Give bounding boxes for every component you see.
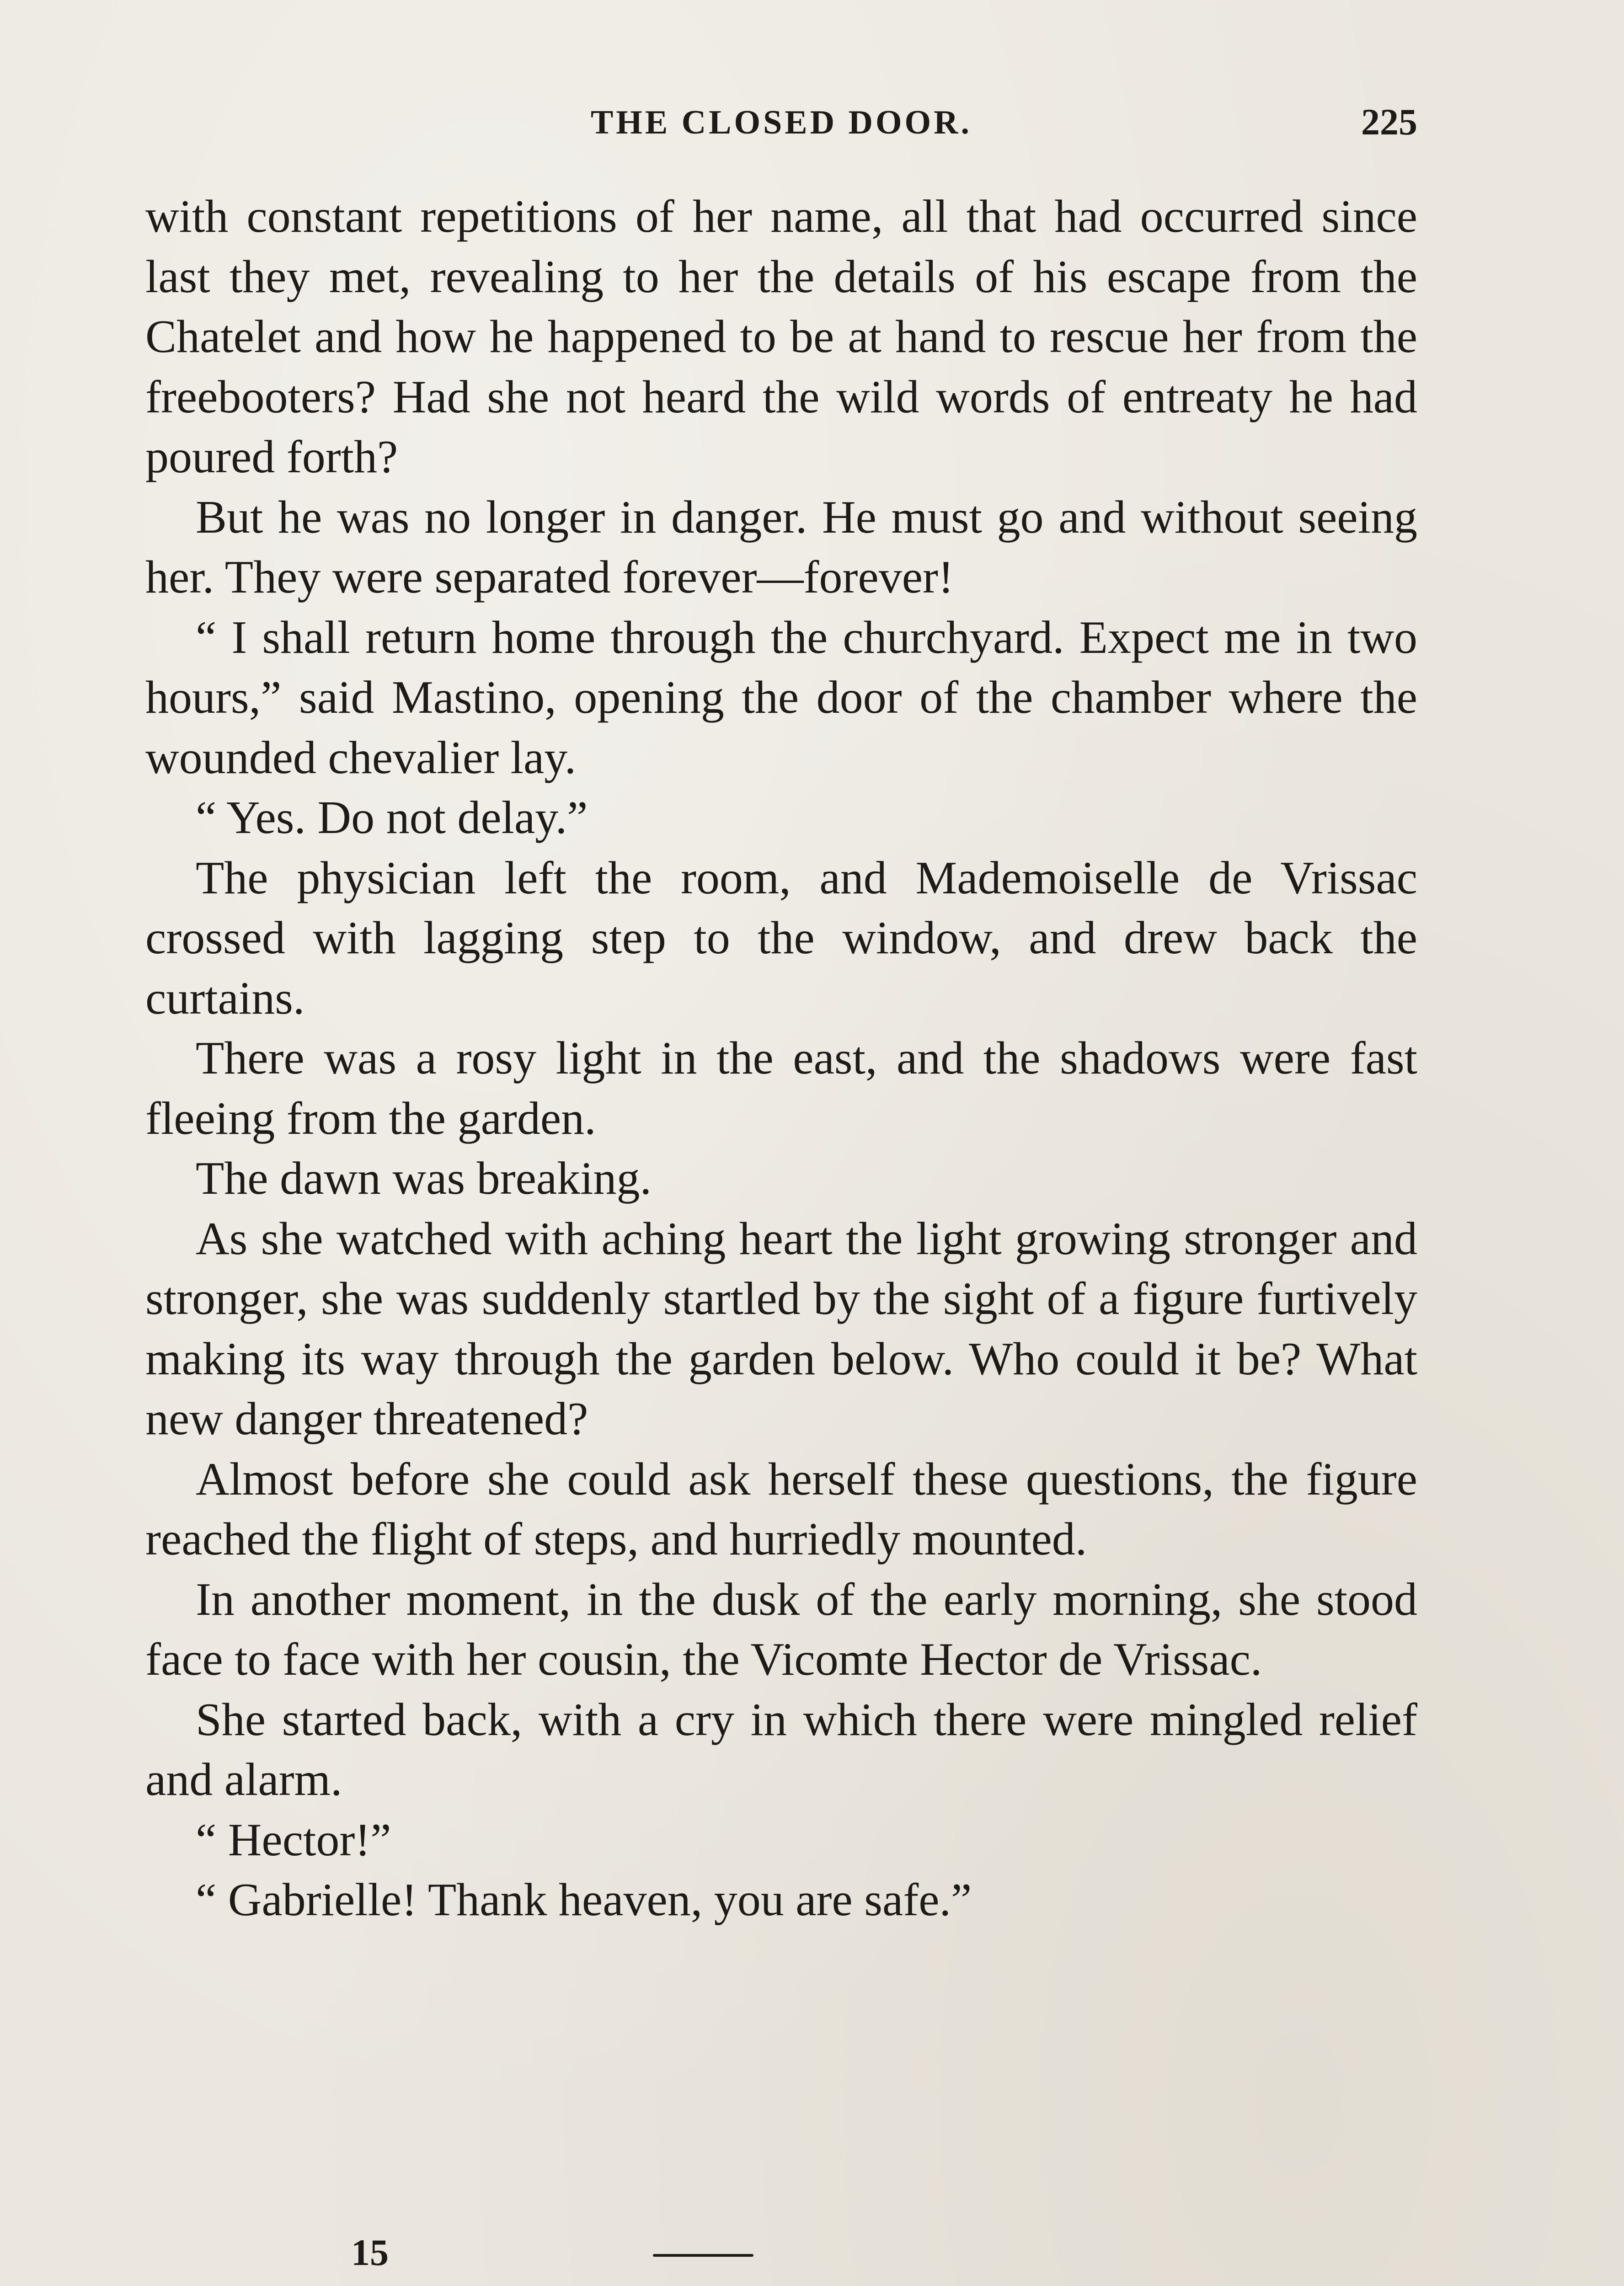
page-header <box>145 99 1417 163</box>
paragraph-12: “ Hector!” <box>196 1814 391 1866</box>
paragraph-2: But he was no longer in danger. He must go and without seeing her. They were separated forever—forever! <box>145 491 1417 603</box>
paragraph-13: “ Gabrielle! Thank heaven, you are safe.” <box>196 1874 972 1926</box>
paragraph-6: There was a rosy light in the east, and the shadows were fast fleeing from the garden. <box>145 1032 1417 1144</box>
paragraph-5: The physician left the room, and Mademoiselle de Vrissac crossed with lagging step to the window, and drew back the curtains. <box>145 852 1417 1024</box>
paragraph-10: In another moment, in the dusk of the early morning, she stood face to face with her cousin, the Vicomte Hector de Vrissac. <box>145 1573 1417 1685</box>
paragraph-9: Almost before she could ask herself these questions, the figure reached the flight of steps, and hurriedly mounted. <box>145 1453 1417 1565</box>
body-text <box>145 187 1417 1930</box>
page-footer <box>145 2231 1417 2286</box>
signature-mark: 15 <box>351 2232 389 2273</box>
running-head: THE CLOSED DOOR. <box>590 104 972 141</box>
paragraph-8: As she watched with aching heart the light growing stronger and stronger, she was suddenly startled by the sight of a figure furtively making its way through the garden below. Who could it be? What new danger threatened? <box>145 1212 1417 1445</box>
paragraph-7: The dawn was breaking. <box>196 1153 652 1204</box>
paragraph-3: “ I shall return home through the churchyard. Expect me in two hours,” said Mastino, opening the door of the chamber where the wounded chevalier lay. <box>145 611 1417 784</box>
paragraph-11: She started back, with a cry in which there were mingled relief and alarm. <box>145 1693 1417 1805</box>
footer-rule <box>653 2254 753 2257</box>
page-number: 225 <box>1361 101 1417 143</box>
paragraph-4: “ Yes. Do not delay.” <box>196 792 588 844</box>
paragraph-1: with constant repetitions of her name, all that had occurred since last they met, revealing to her the details of his escape from the Chatelet and how he happened to be at hand to rescue her from the freebooters? Had she not heard the wild words of entreaty he had poured forth? <box>145 191 1417 483</box>
